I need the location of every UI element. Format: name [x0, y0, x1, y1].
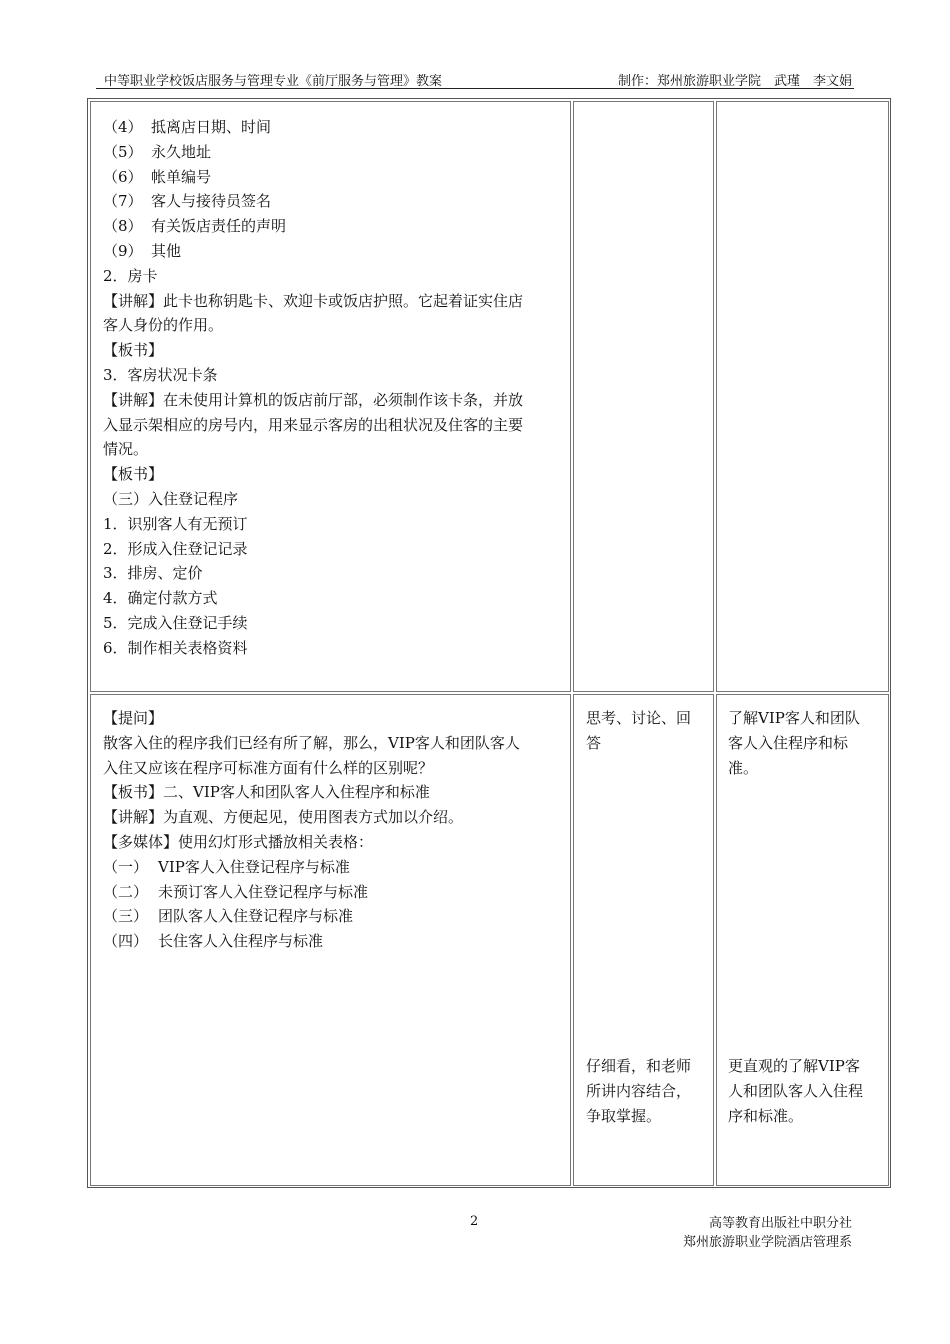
teaching-goal-visual: 更直观的了解VIP客 人和团队客人入住程 序和标准。 — [728, 1057, 864, 1125]
teaching-content-1 — [103, 115, 523, 661]
page-number: 2 — [470, 1214, 479, 1229]
list-item: （二） 未预订客人入住登记程序与标准 — [103, 882, 369, 901]
header-course-title: 中等职业学校饭店服务与管理专业《前厅服务与管理》教案 — [104, 74, 443, 89]
lesson-plan-table — [87, 98, 891, 1188]
text-line: 4．确定付款方式 — [103, 589, 218, 608]
teaching-content-2 — [103, 706, 520, 954]
teaching-content-cell-1 — [90, 101, 571, 692]
text-line: 入显示架相应的房号内，用来显示客房的出租状况及住客的主要 — [103, 415, 524, 434]
text-line: 【板书】二、VIP客人和团队客人入住程序和标准 — [103, 783, 430, 802]
list-item: （9） 其他 — [103, 241, 182, 260]
student-activity-cell-2 — [573, 694, 714, 1186]
text-line: 客人身份的作用。 — [103, 316, 224, 335]
page-footer — [672, 1214, 852, 1252]
footer-department: 郑州旅游职业学院酒店管理系 — [682, 1235, 852, 1250]
teaching-goal-cell-1 — [716, 101, 889, 692]
list-item: （一） VIP客人入住登记程序与标准 — [103, 857, 350, 876]
list-item: （5） 永久地址 — [103, 142, 212, 161]
text-line: 3．排房、定价 — [103, 564, 203, 583]
student-activity-observe: 仔细看，和老师 所讲内容结合， 争取掌握。 — [586, 1057, 692, 1125]
text-line: 2．房卡 — [103, 266, 158, 285]
list-item: （7） 客人与接待员签名 — [103, 192, 272, 211]
text-line: （三）入住登记程序 — [103, 489, 239, 508]
text-line: 【讲解】此卡也称钥匙卡、欢迎卡或饭店护照。它起着证实住店 — [103, 291, 524, 310]
page-header — [96, 66, 854, 89]
footer-publisher: 高等教育出版社中职分社 — [708, 1216, 852, 1231]
text-line: 【讲解】为直观、方便起见，使用图表方式加以介绍。 — [103, 808, 464, 827]
text-line: 6．制作相关表格资料 — [103, 638, 248, 657]
text-line: 【提问】 — [103, 709, 164, 727]
teaching-content-cell-2 — [90, 694, 571, 1186]
text-line: 入住又应该在程序可标准方面有什么样的区别呢？ — [103, 758, 434, 777]
list-item: （4） 抵离店日期、时间 — [103, 118, 272, 136]
teaching-goal-understand: 了解VIP客人和团队 客人入住程序和标 准。 — [728, 709, 860, 777]
text-line: 【板书】 — [103, 341, 164, 360]
text-line: 3．客房状况卡条 — [103, 365, 218, 384]
text-line: 5．完成入住登记手续 — [103, 613, 248, 632]
text-line: 散客入住的程序我们已经有所了解，那么，VIP客人和团队客人 — [103, 733, 520, 752]
text-line: 2．形成入住登记记录 — [103, 539, 248, 558]
list-item: （8） 有关饭店责任的声明 — [103, 217, 287, 236]
text-line: 【多媒体】使用幻灯形式播放相关表格： — [103, 832, 374, 851]
text-line: 【板书】 — [103, 465, 164, 484]
list-item: （三） 团队客人入住登记程序与标准 — [103, 907, 354, 926]
text-line: 情况。 — [103, 440, 149, 459]
student-activity-cell-1 — [573, 101, 714, 692]
text-line: 1．识别客人有无预订 — [103, 514, 248, 533]
list-item: （四） 长住客人入住程序与标准 — [103, 932, 324, 951]
list-item: （6） 帐单编号 — [103, 167, 212, 186]
student-activity-discuss: 思考、讨论、回 答 — [586, 709, 692, 752]
header-authors: 制作：郑州旅游职业学院 武瑾 李文娟 — [617, 74, 852, 89]
teaching-goal-cell-2 — [716, 694, 889, 1186]
text-line: 【讲解】在未使用计算机的饭店前厅部，必须制作该卡条，并放 — [103, 390, 524, 409]
